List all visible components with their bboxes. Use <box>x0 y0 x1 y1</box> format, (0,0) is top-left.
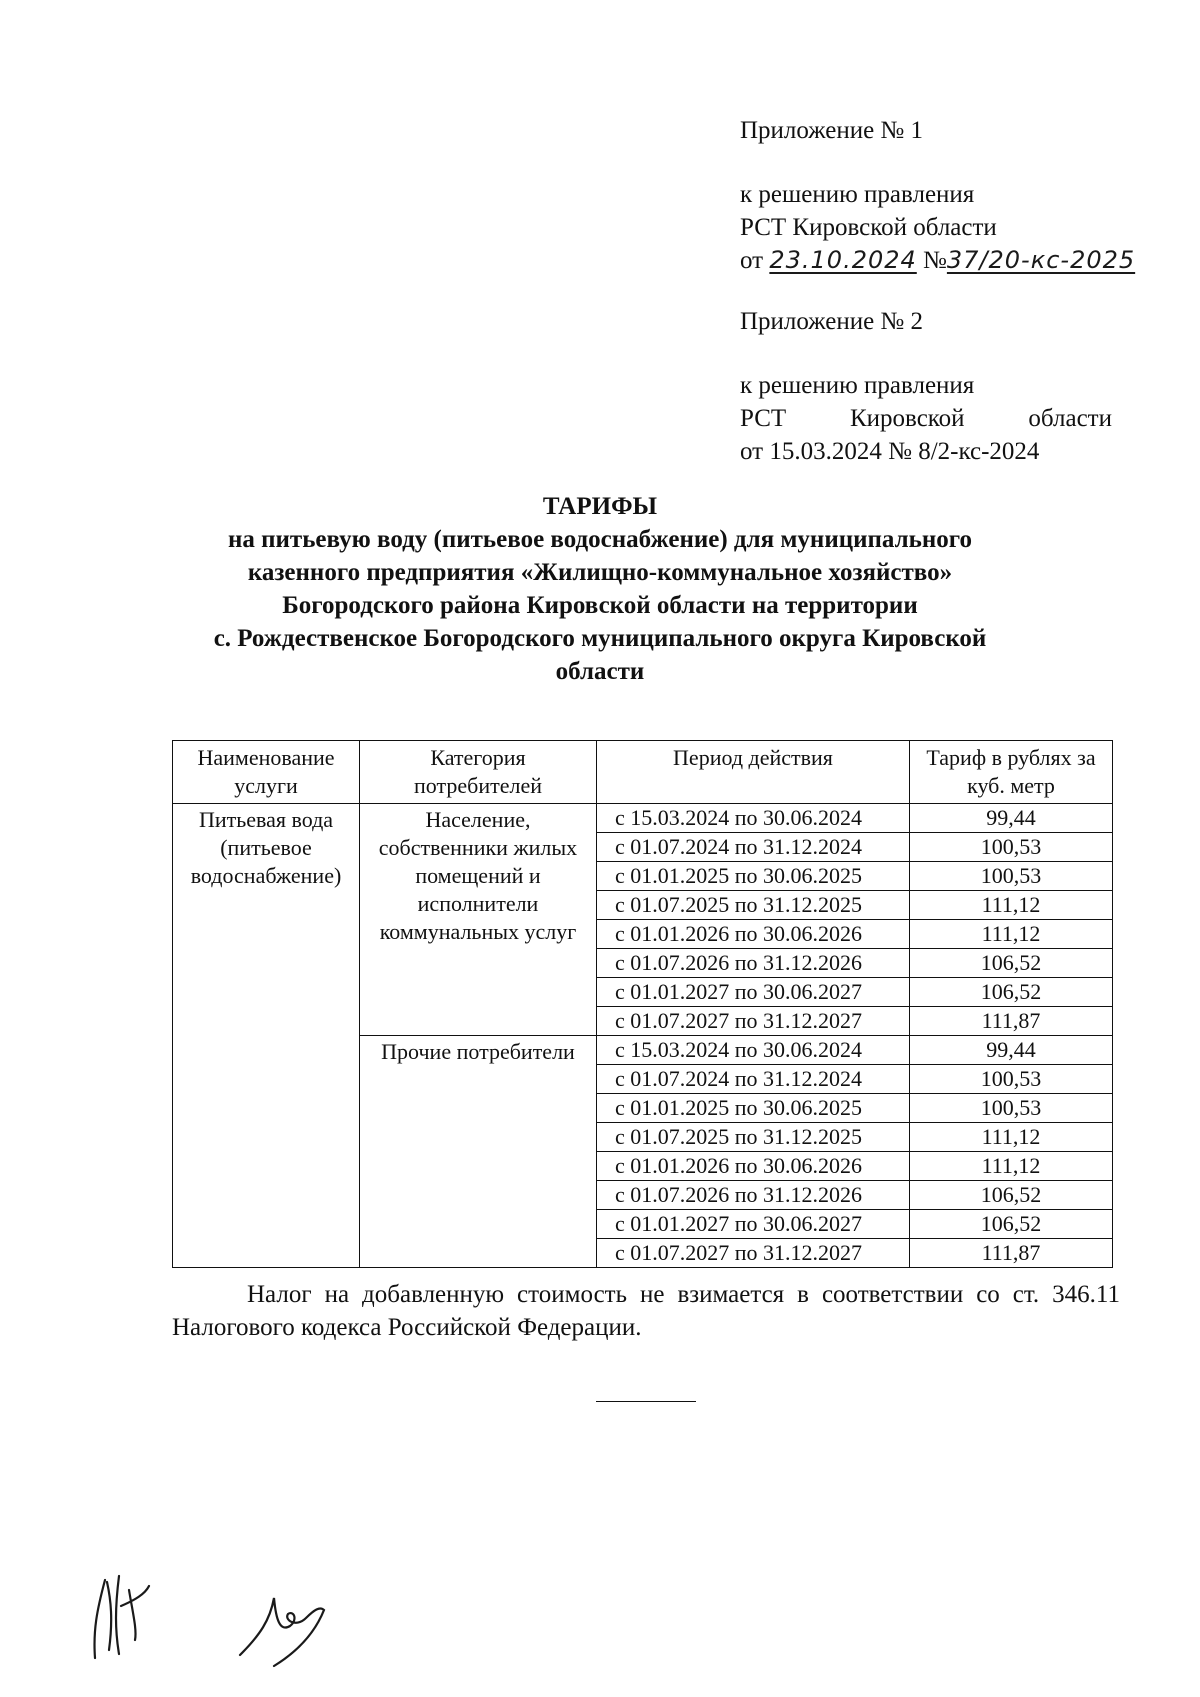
table-row <box>173 804 1113 833</box>
period-cell: с 01.01.2025 по 30.06.2025 <box>597 1094 910 1123</box>
tariff-cell: 106,52 <box>910 1181 1113 1210</box>
tariff-cell: 106,52 <box>910 978 1113 1007</box>
tariff-cell: 111,12 <box>910 891 1113 920</box>
period-cell: с 15.03.2024 по 30.06.2024 <box>597 1036 910 1065</box>
appendix-1-number-prefix: № <box>923 247 947 274</box>
header-tariff: Тариф в рублях за куб. метр <box>910 741 1113 804</box>
appendix-1-title: Приложение № 1 <box>740 117 924 144</box>
tariffs-table <box>172 740 1113 1268</box>
period-cell: с 01.01.2025 по 30.06.2025 <box>597 862 910 891</box>
tariff-cell: 106,52 <box>910 949 1113 978</box>
period-cell: с 01.07.2027 по 31.12.2027 <box>597 1007 910 1036</box>
category-cell: Прочие потребители <box>360 1036 597 1268</box>
header-service: Наименование услуги <box>173 741 360 804</box>
appendix-1-line1: к решению правления <box>740 181 975 208</box>
period-cell: с 15.03.2024 по 30.06.2024 <box>597 804 910 833</box>
title-line: области <box>555 658 645 685</box>
tariff-cell: 100,53 <box>910 1094 1113 1123</box>
tariff-cell: 111,87 <box>910 1007 1113 1036</box>
signature-mark <box>230 1580 340 1670</box>
period-cell: с 01.07.2026 по 31.12.2026 <box>597 949 910 978</box>
period-cell: с 01.07.2024 по 31.12.2024 <box>597 833 910 862</box>
document-title <box>150 490 1050 688</box>
title-line: Богородского района Кировской области на территории <box>282 592 918 619</box>
table-header-row <box>173 741 1113 804</box>
tariff-cell: 99,44 <box>910 1036 1113 1065</box>
period-cell: с 01.01.2027 по 30.06.2027 <box>597 1210 910 1239</box>
appendix-2-line3: от 15.03.2024 № 8/2-кс-2024 <box>740 438 1040 465</box>
appendix-2-line1: к решению правления <box>740 372 975 399</box>
appendix-2-line2-word: РСТ <box>740 405 787 432</box>
tariff-cell: 99,44 <box>910 804 1113 833</box>
appendix-1-number-handwritten: 37/20-кс-2025 <box>946 246 1136 274</box>
signature-mark <box>85 1570 175 1665</box>
appendix-2-title: Приложение № 2 <box>740 308 924 335</box>
appendix-1-date-prefix: от <box>740 247 764 274</box>
appendix-2-line2-word: области <box>1028 405 1112 432</box>
period-cell: с 01.07.2026 по 31.12.2026 <box>597 1181 910 1210</box>
tariff-cell: 111,87 <box>910 1239 1113 1268</box>
vat-note: Налог на добавленную стоимость не взимается в соответствии со ст. 346.11 Налогового кодекса Российской Федерации. <box>172 1281 1120 1341</box>
category-cell: Население, собственники жилых помещений и исполнители коммунальных услуг <box>360 804 597 1036</box>
tariff-cell: 111,12 <box>910 920 1113 949</box>
appendix-1-date-line <box>740 244 1135 277</box>
appendix-1-date-handwritten: 23.10.2024 <box>769 246 917 274</box>
tariff-cell: 100,53 <box>910 833 1113 862</box>
appendix-2-line2 <box>740 402 1112 435</box>
period-cell: с 01.07.2027 по 31.12.2027 <box>597 1239 910 1268</box>
tariff-cell: 106,52 <box>910 1210 1113 1239</box>
tariff-cell: 100,53 <box>910 862 1113 891</box>
title-heading: ТАРИФЫ <box>542 493 658 520</box>
header-period: Период действия <box>597 741 910 804</box>
end-divider <box>596 1401 696 1402</box>
tariff-cell: 111,12 <box>910 1123 1113 1152</box>
title-line: на питьевую воду (питьевое водоснабжение) для муниципального <box>227 526 973 553</box>
appendix-1-block <box>740 114 1135 277</box>
period-cell: с 01.07.2025 по 31.12.2025 <box>597 891 910 920</box>
service-name-cell: Питьевая вода (питьевое водоснабжение) <box>173 804 360 1268</box>
tariff-cell: 111,12 <box>910 1152 1113 1181</box>
title-line: казенного предприятия «Жилищно-коммунальное хозяйство» <box>247 559 953 586</box>
period-cell: с 01.01.2026 по 30.06.2026 <box>597 920 910 949</box>
appendix-2-line2-word: Кировской <box>850 405 965 432</box>
appendix-1-line2: РСТ Кировской области <box>740 214 997 241</box>
period-cell: с 01.07.2024 по 31.12.2024 <box>597 1065 910 1094</box>
appendix-2-block <box>740 305 1112 468</box>
period-cell: с 01.07.2025 по 31.12.2025 <box>597 1123 910 1152</box>
title-line: с. Рождественское Богородского муниципального округа Кировской <box>213 625 987 652</box>
period-cell: с 01.01.2026 по 30.06.2026 <box>597 1152 910 1181</box>
tariff-cell: 100,53 <box>910 1065 1113 1094</box>
header-category: Категория потребителей <box>360 741 597 804</box>
period-cell: с 01.01.2027 по 30.06.2027 <box>597 978 910 1007</box>
